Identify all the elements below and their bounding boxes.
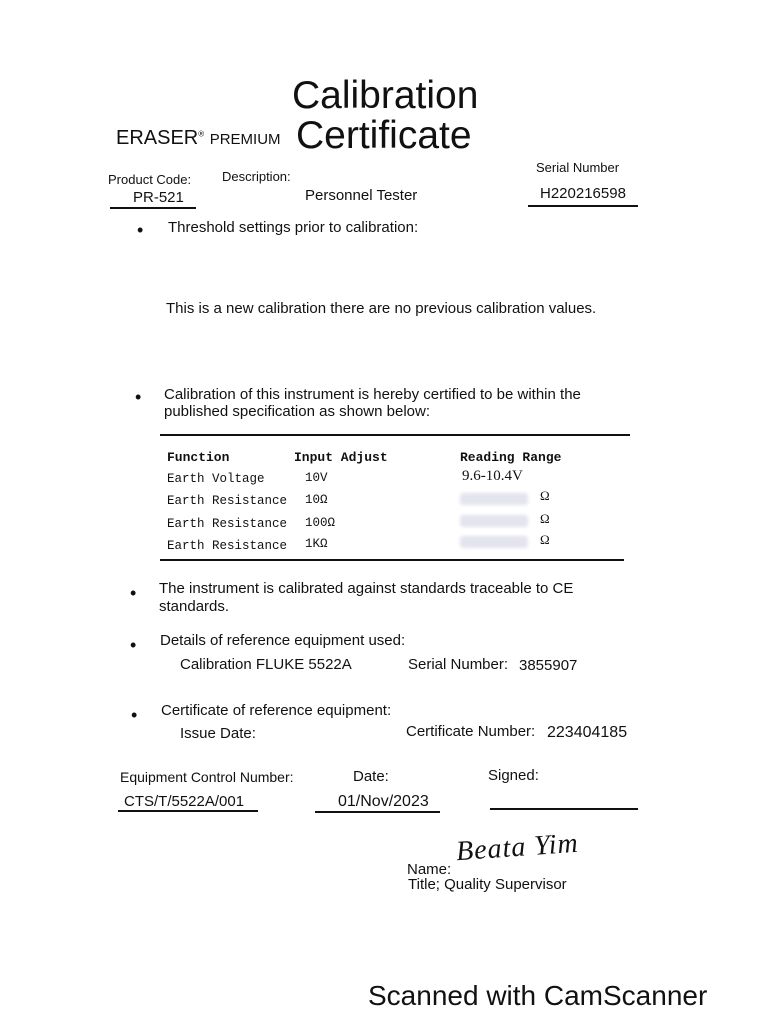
signature: Beata Yim	[455, 827, 580, 868]
equipment-control-label: Equipment Control Number:	[120, 769, 294, 785]
name-label: Name:	[407, 861, 452, 878]
table-row-unit: Ω	[540, 488, 550, 503]
table-header-range: Reading Range	[460, 450, 562, 465]
title-label: Title; Quality Supervisor	[408, 876, 567, 893]
range-unit: V	[512, 468, 523, 484]
brand-trademark: ®	[198, 129, 205, 139]
camscanner-watermark: Scanned with CamScanner	[368, 980, 708, 1011]
product-code-underline	[110, 207, 196, 209]
table-row-function: Earth Voltage	[167, 472, 265, 486]
certificate-title-line1: Calibration	[292, 74, 479, 117]
table-row-function: Earth Resistance	[167, 494, 288, 508]
threshold-note: This is a new calibration there are no previous calibration values.	[166, 300, 597, 317]
certification-line1: Calibration of this instrument is hereby certified to be within the	[164, 386, 581, 403]
range-value: 9.6-10.4	[462, 468, 512, 484]
table-row-unit: Ω	[540, 511, 550, 526]
reference-equipment: Calibration FLUKE 5522A	[180, 656, 352, 673]
certificate-number-value: 223404185	[547, 724, 628, 741]
table-row-unit: Ω	[540, 532, 550, 547]
description-value: Personnel Tester	[305, 187, 418, 204]
ref-cert-heading: Certificate of reference equipment:	[161, 702, 392, 719]
certificate-title-line2: Certificate	[296, 114, 472, 157]
bullet-icon: •	[130, 583, 137, 603]
certification-line2: published specification as shown below:	[164, 403, 430, 420]
bullet-icon: •	[135, 387, 142, 407]
bullet-icon: •	[131, 705, 138, 725]
serial-number-underline	[528, 205, 638, 207]
signed-underline	[490, 808, 638, 810]
brand-word: ERASER	[116, 127, 199, 149]
reference-heading: Details of reference equipment used:	[160, 632, 406, 649]
signed-label: Signed:	[488, 767, 539, 784]
certificate-number-label: Certificate Number:	[406, 723, 536, 740]
date-underline	[315, 811, 440, 813]
brand-suffix: PREMIUM	[209, 131, 281, 148]
description-label: Description:	[222, 169, 291, 184]
traceable-line1: The instrument is calibrated against standards traceable to CE	[159, 580, 574, 597]
reference-serial-value: 3855907	[519, 657, 578, 674]
table-header-function: Function	[167, 450, 230, 465]
traceable-line2: standards.	[159, 598, 230, 615]
table-row-function: Earth Resistance	[167, 539, 288, 553]
table-row-input: 10Ω	[305, 493, 328, 507]
equipment-control-value: CTS/T/5522A/001	[124, 793, 245, 810]
date-value: 01/Nov/2023	[338, 793, 429, 810]
table-row-input: 1KΩ	[305, 537, 328, 551]
table-row-function: Earth Resistance	[167, 517, 288, 531]
brand-name	[116, 127, 281, 150]
table-row-input: 10V	[305, 471, 328, 485]
bullet-icon: •	[130, 635, 137, 655]
table-row-range	[462, 468, 523, 485]
reference-serial-label: Serial Number:	[408, 656, 509, 673]
equipment-control-underline	[118, 810, 258, 812]
product-code-label: Product Code:	[108, 172, 192, 187]
redacted-range	[460, 493, 528, 505]
bullet-icon: •	[137, 220, 144, 240]
table-header-input: Input Adjust	[294, 450, 388, 465]
redacted-range	[460, 515, 528, 527]
table-top-rule	[160, 434, 630, 436]
table-row-input: 100Ω	[305, 516, 336, 530]
date-label: Date:	[353, 768, 389, 785]
redacted-range	[460, 536, 528, 548]
serial-number-label: Serial Number	[536, 160, 620, 175]
threshold-heading: Threshold settings prior to calibration:	[168, 219, 419, 236]
table-bottom-rule	[160, 559, 624, 561]
issue-date-label: Issue Date:	[180, 725, 256, 742]
serial-number-value: H220216598	[540, 185, 626, 202]
product-code-value: PR-521	[133, 189, 184, 206]
